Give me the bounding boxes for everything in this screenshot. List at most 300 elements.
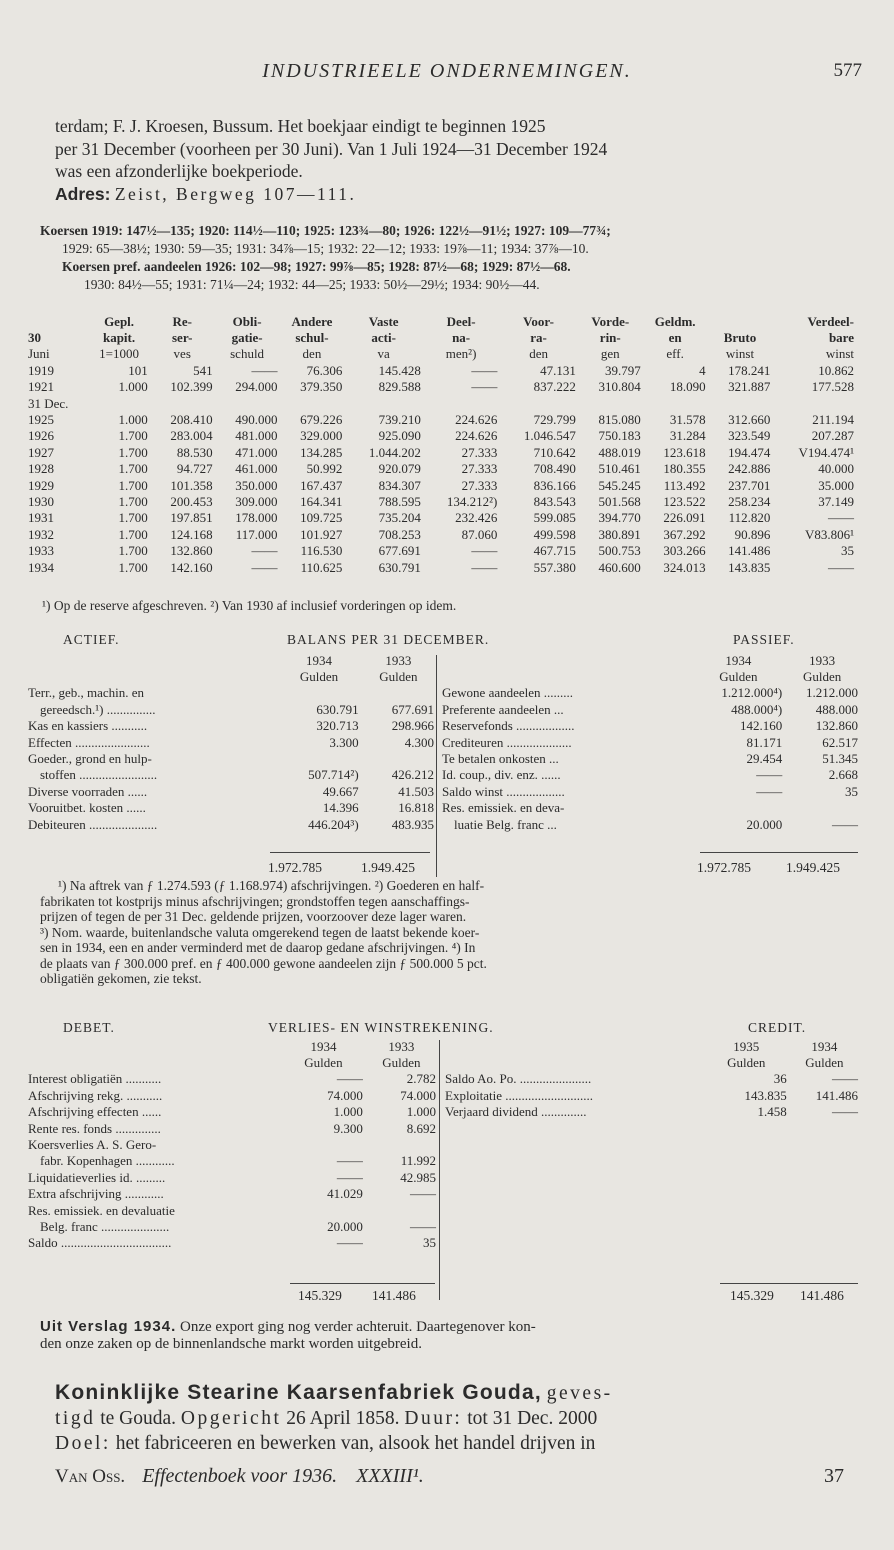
balans-passief-rows <box>440 685 860 833</box>
ledger-value: 488.000⁴) <box>731 701 783 717</box>
ledger-value: 2.782 <box>406 1071 436 1087</box>
history-value-cell: 113.492 <box>663 477 706 493</box>
history-value-cell: 1.000 <box>118 379 148 395</box>
history-value-cell: 31.284 <box>669 428 706 444</box>
koersen-line: Koersen 1919: 147½—135; 1920: 114½—110; 1925: 123¾—80; 1926: 122½—91½; 1927: 109—77¾; <box>40 223 611 238</box>
vw-total-rule <box>720 1283 858 1284</box>
history-value-cell: 1.000 <box>118 412 148 428</box>
vw-unit-row <box>443 1054 860 1070</box>
ledger-label: Vooruitbet. kosten ...... <box>28 800 146 816</box>
history-value-cell: 541 <box>193 362 213 378</box>
ledger-label: Rente res. fonds .............. <box>28 1120 161 1136</box>
vw-year-row <box>443 1038 860 1054</box>
balans-total: 1.972.785 <box>697 860 751 875</box>
history-value-cell: —— <box>828 559 854 575</box>
history-value-cell: 739.210 <box>378 412 421 428</box>
balans-year-row <box>26 652 436 668</box>
vw-year-row <box>26 1038 438 1054</box>
history-value-cell: 178.241 <box>728 362 771 378</box>
history-value-cell: 1.700 <box>118 428 148 444</box>
history-row <box>26 493 856 509</box>
vw-credit-rows <box>443 1071 860 1120</box>
history-value-cell: 710.642 <box>533 444 576 460</box>
history-value-cell: 132.860 <box>170 543 213 559</box>
history-value-cell: 90.896 <box>734 526 771 542</box>
ledger-row <box>440 767 860 783</box>
ledger-row <box>26 1235 438 1251</box>
ledger-row <box>26 816 436 832</box>
ledger-value: 1.000 <box>333 1104 363 1120</box>
verslag-line: den onze zaken op de binnenlandsche markt worden uitgebreid. <box>40 1336 422 1352</box>
history-rows-b <box>26 411 856 575</box>
ledger-value: 483.935 <box>391 816 434 832</box>
history-value-cell: 834.307 <box>378 477 421 493</box>
vw-total: 141.486 <box>372 1288 416 1303</box>
history-row <box>26 411 856 427</box>
history-row <box>26 542 856 558</box>
history-head: 30 <box>28 330 41 346</box>
history-head: Voor- <box>523 313 554 329</box>
ledger-value: 42.985 <box>400 1169 436 1185</box>
ledger-label: Interest obligatiën ........... <box>28 1071 162 1087</box>
history-value-cell: 207.287 <box>811 428 854 444</box>
history-value-cell: 40.000 <box>818 461 854 477</box>
ledger-label: Saldo .................................. <box>28 1235 172 1251</box>
ledger-label: Belg. franc ..................... <box>40 1218 170 1234</box>
koersen-block <box>40 222 611 294</box>
history-value-cell: 461.000 <box>235 461 278 477</box>
ledger-value: —— <box>410 1186 436 1202</box>
history-value-cell: V83.806¹ <box>804 526 854 542</box>
history-value-cell: 1.700 <box>118 444 148 460</box>
ledger-value: 20.000 <box>746 816 783 832</box>
ledger-value: 2.668 <box>828 767 858 783</box>
history-head: men²) <box>445 346 477 362</box>
ledger-value: —— <box>336 1071 363 1087</box>
ledger-row <box>26 783 436 799</box>
intro-line: per 31 December (voorheen per 30 Juni). Van 1 Juli 1924—31 December 1924 <box>55 138 608 159</box>
verslag-paragraph <box>40 1318 860 1353</box>
doel-value: het fabriceeren en bewerken van, alsook het handel drijven in <box>115 1433 596 1454</box>
ledger-label: Res. emissiek. en devaluatie <box>28 1202 175 1218</box>
history-value-cell: 141.486 <box>728 543 771 559</box>
ledger-value: —— <box>832 1104 858 1120</box>
gevestigd-label-cont: tigd <box>55 1408 96 1429</box>
ledger-value: 141.486 <box>815 1087 858 1103</box>
ledger-value: 3.300 <box>329 734 359 750</box>
vw-divider <box>439 1040 440 1300</box>
ledger-row <box>443 1087 860 1103</box>
history-value-cell: 102.399 <box>170 379 213 395</box>
balans-right-title: PASSIEF. <box>733 632 795 647</box>
history-value-cell: 460.600 <box>598 559 641 575</box>
vw-unit: Gulden <box>805 1055 844 1071</box>
history-value-cell: 837.222 <box>533 379 576 395</box>
history-head: Gepl. <box>104 313 135 329</box>
history-value-cell: 124.168 <box>170 526 213 542</box>
history-value-cell: —— <box>471 362 498 378</box>
history-value-cell: 679.226 <box>300 412 343 428</box>
history-dec-row <box>26 395 856 411</box>
gevestigd-label: geves- <box>546 1383 613 1404</box>
balans-year: 1933 <box>385 652 412 668</box>
history-value-cell: 134.212²) <box>446 493 498 509</box>
intro-line: terdam; F. J. Kroesen, Bussum. Het boekjaar eindigt te beginnen 1925 <box>55 116 546 136</box>
ledger-value: 507.714²) <box>308 767 359 783</box>
ledger-value: 143.835 <box>744 1087 787 1103</box>
history-value-cell: 178.000 <box>235 510 278 526</box>
adres-line <box>55 183 865 206</box>
ledger-value: 16.818 <box>398 800 434 816</box>
footer-page: 37 <box>824 1465 844 1487</box>
history-value-cell: 27.333 <box>461 444 498 460</box>
ledger-value: 36 <box>773 1071 787 1087</box>
ledger-value: —— <box>336 1235 363 1251</box>
ledger-row <box>26 734 436 750</box>
history-value-cell: 50.992 <box>306 461 343 477</box>
history-year-cell: 1929 <box>28 477 54 493</box>
ledger-value: 1.212.000⁴) <box>721 685 783 701</box>
vw-debet-table <box>26 1038 438 1251</box>
ledger-value: 41.503 <box>398 783 434 799</box>
history-value-cell: 708.490 <box>533 461 576 477</box>
history-value-cell: —— <box>828 510 854 526</box>
company-name: Koninklijke Stearine Kaarsenfabriek Gouda, <box>55 1381 542 1404</box>
ledger-value: 35 <box>845 783 858 799</box>
vw-title: VERLIES- EN WINSTREKENING. <box>268 1020 494 1035</box>
balans-year: 1934 <box>725 652 752 668</box>
history-row <box>26 461 856 477</box>
history-head: schul- <box>295 330 329 346</box>
history-value-cell: 35.000 <box>818 477 854 493</box>
history-row <box>26 444 856 460</box>
ledger-label: Gewone aandeelen ......... <box>442 685 574 701</box>
history-value-cell: 1.700 <box>118 493 148 509</box>
ledger-value: 51.345 <box>822 751 858 767</box>
history-head: rin- <box>599 330 621 346</box>
ledger-label: Saldo Ao. Po. ...................... <box>445 1071 592 1087</box>
history-value-cell: 677.691 <box>378 543 421 559</box>
history-value-cell: 10.862 <box>818 362 854 378</box>
history-value-cell: 488.019 <box>598 444 641 460</box>
ledger-label: Extra afschrijving ............ <box>28 1186 164 1202</box>
balans-unit: Gulden <box>802 669 842 685</box>
balans-unit-row <box>440 668 860 684</box>
history-head: Deel- <box>446 313 476 329</box>
history-head: gatie- <box>231 330 263 346</box>
ledger-row <box>26 1202 438 1218</box>
ledger-label: Goeder., grond en hulp- <box>28 751 152 767</box>
history-value-cell: 112.820 <box>728 510 771 526</box>
ledger-label: Preferente aandeelen ... <box>442 701 564 717</box>
history-value-cell: 379.350 <box>300 379 343 395</box>
history-value-cell: 1.044.202 <box>368 444 421 460</box>
ledger-label: Te betalen onkosten ... <box>442 751 559 767</box>
history-head: Vaste <box>368 313 399 329</box>
history-value-cell: 101.358 <box>170 477 213 493</box>
ledger-value: 62.517 <box>822 734 858 750</box>
balans-total: 1.949.425 <box>786 860 840 875</box>
company-line <box>55 1380 865 1406</box>
history-value-cell: 237.701 <box>728 477 771 493</box>
history-head: Vorde- <box>591 313 630 329</box>
history-value-cell: 815.080 <box>598 412 641 428</box>
history-head: va <box>377 346 390 362</box>
history-value-cell: 283.004 <box>170 428 213 444</box>
ledger-value: 426.212 <box>391 767 434 783</box>
company-location: te Gouda. <box>100 1408 177 1429</box>
ledger-row <box>440 701 860 717</box>
verslag-label: Uit Verslag 1934. <box>40 1318 177 1335</box>
ledger-value: 35 <box>423 1235 436 1251</box>
ledger-label: Liquidatieverlies id. ......... <box>28 1169 166 1185</box>
history-value-cell: 194.474 <box>728 444 771 460</box>
balans-total-rule <box>700 852 858 853</box>
history-head: kapit. <box>102 330 136 346</box>
history-value-cell: 27.333 <box>461 461 498 477</box>
history-value-cell: 545.245 <box>598 477 641 493</box>
vw-total: 141.486 <box>800 1288 844 1303</box>
history-value-cell: 258.234 <box>728 493 771 509</box>
history-value-cell: 18.090 <box>669 379 706 395</box>
ledger-value: 8.692 <box>406 1120 436 1136</box>
balans-footnotes <box>40 878 860 987</box>
balans-unit: Gulden <box>719 669 758 685</box>
ledger-value: 1.458 <box>757 1104 787 1120</box>
balans-unit: Gulden <box>379 669 418 685</box>
ledger-row <box>440 734 860 750</box>
ledger-row <box>440 800 860 816</box>
ledger-value: 14.396 <box>322 800 359 816</box>
history-year-cell: 1931 <box>28 510 54 526</box>
koersen-line: 1929: 65—38½; 1930: 59—35; 1931: 34⅞—15; 1932: 22—12; 1933: 19⅞—11; 1934: 37⅞—10. <box>62 241 589 256</box>
ledger-label: Koersverlies A. S. Gero- <box>28 1137 157 1153</box>
ledger-label: Id. coup., div. enz. ...... <box>442 767 561 783</box>
ledger-row <box>26 750 436 766</box>
vw-year: 1934 <box>811 1038 838 1054</box>
history-head: Verdeel- <box>807 313 854 329</box>
history-value-cell: 471.000 <box>235 444 278 460</box>
history-value-cell: 367.292 <box>663 526 706 542</box>
history-row <box>26 362 856 378</box>
history-value-cell: —— <box>251 362 278 378</box>
ledger-label: Debiteuren ..................... <box>28 816 158 832</box>
ledger-row <box>26 1169 438 1185</box>
ledger-value: —— <box>336 1169 363 1185</box>
ledger-value: —— <box>832 816 858 832</box>
history-value-cell: 1.700 <box>118 461 148 477</box>
history-value-cell: —— <box>471 543 498 559</box>
running-title: INDUSTRIEELE ONDERNEMINGEN. <box>262 60 632 82</box>
koersen-line: Koersen pref. aandeelen 1926: 102—98; 1927: 99⅞—85; 1928: 87½—68; 1929: 87½—68. <box>62 259 571 274</box>
history-value-cell: 109.725 <box>300 510 343 526</box>
ledger-row <box>26 767 436 783</box>
ledger-label: Afschrijving rekg. ........... <box>28 1087 163 1103</box>
history-value-cell: 394.770 <box>598 510 641 526</box>
vw-right-title: CREDIT. <box>748 1020 807 1035</box>
ledger-value: 9.300 <box>333 1120 363 1136</box>
history-value-cell: —— <box>471 559 498 575</box>
balans-total-rule <box>270 852 430 853</box>
ledger-row <box>26 1136 438 1152</box>
history-head: ves <box>173 346 191 362</box>
balans-unit: Gulden <box>299 669 339 685</box>
history-head-row <box>26 346 856 362</box>
history-value-cell: 101 <box>128 362 148 378</box>
ledger-value: 446.204³) <box>308 816 359 832</box>
balans-actief-table <box>26 652 436 832</box>
ledger-label: Effecten ....................... <box>28 734 150 750</box>
history-head-row <box>26 313 856 329</box>
footer-volume: XXXIII¹. <box>356 1465 424 1487</box>
history-year-cell: 1930 <box>28 493 54 509</box>
ledger-row <box>26 1104 438 1120</box>
ledger-label: Afschrijving effecten ...... <box>28 1104 162 1120</box>
history-row <box>26 428 856 444</box>
verslag-line <box>40 1318 860 1336</box>
history-value-cell: 1.700 <box>118 543 148 559</box>
history-value-cell: 31.578 <box>669 412 706 428</box>
ledger-value: 81.171 <box>746 734 783 750</box>
balans-year: 1934 <box>305 652 332 668</box>
history-head: Bruto <box>723 330 757 346</box>
ledger-value <box>365 1202 438 1218</box>
history-value-cell: 843.543 <box>533 493 576 509</box>
history-value-cell: 481.000 <box>235 428 278 444</box>
history-table <box>26 313 856 575</box>
vw-total: 145.329 <box>298 1288 342 1303</box>
vw-year: 1935 <box>733 1038 760 1054</box>
history-value-cell: 309.000 <box>235 493 278 509</box>
balans-footnote-line: de plaats van ƒ 300.000 pref. en ƒ 400.000 gewone aandeelen zijn ƒ 500.000 5 pct. <box>40 955 487 971</box>
history-value-cell: 750.183 <box>598 428 641 444</box>
history-head: Andere <box>291 313 333 329</box>
history-head: winst <box>825 346 854 362</box>
history-value-cell: 324.013 <box>663 559 706 575</box>
history-head: ra- <box>530 330 547 346</box>
history-year-cell: 1925 <box>28 412 54 428</box>
history-value-cell: 211.194 <box>812 412 854 428</box>
history-value-cell: 145.428 <box>378 362 421 378</box>
balans-year: 1933 <box>809 652 836 668</box>
history-value-cell: 1.700 <box>118 559 148 575</box>
history-value-cell: 101.927 <box>300 526 343 542</box>
history-value-cell: 323.549 <box>728 428 771 444</box>
history-value-cell: 117.000 <box>235 526 278 542</box>
history-value-cell: 224.626 <box>455 412 498 428</box>
history-year-cell: 1926 <box>28 428 54 444</box>
history-value-cell: 500.753 <box>598 543 641 559</box>
ledger-value: 630.791 <box>316 701 359 717</box>
duur-value: tot 31 Dec. 2000 <box>467 1408 598 1429</box>
balans-left-title: ACTIEF. <box>63 632 120 647</box>
ledger-row <box>26 1153 438 1169</box>
history-value-cell: 167.437 <box>300 477 343 493</box>
history-head: en <box>668 330 682 346</box>
balans-footnote-line: ¹) Na aftrek van ƒ 1.274.593 (ƒ 1.168.974) afschrijvingen. ²) Goederen en half- <box>58 878 485 893</box>
history-value-cell: 735.204 <box>378 510 421 526</box>
ledger-value: —— <box>756 783 783 799</box>
vw-total-rule <box>290 1283 435 1284</box>
adres-label: Adres: <box>55 183 111 204</box>
history-value-cell: 116.530 <box>300 543 343 559</box>
history-head <box>708 313 773 329</box>
history-value-cell: 312.660 <box>728 412 771 428</box>
history-head: bare <box>828 330 854 346</box>
history-value-cell: 47.131 <box>540 362 576 378</box>
ledger-value: —— <box>832 1071 858 1087</box>
history-row <box>26 477 856 493</box>
history-head: 1=1000 <box>99 346 139 362</box>
ledger-value <box>361 685 436 701</box>
ledger-value: 74.000 <box>327 1087 363 1103</box>
ledger-value <box>365 1136 438 1152</box>
ledger-value <box>693 800 785 816</box>
ledger-value <box>277 685 360 701</box>
history-value-cell: 599.085 <box>533 510 576 526</box>
history-head: winst <box>725 346 755 362</box>
history-year-cell: 1934 <box>28 559 54 575</box>
ledger-row <box>26 1120 438 1136</box>
ledger-value: 1.000 <box>406 1104 436 1120</box>
ledger-label: Res. emissiek. en deva- <box>442 800 565 816</box>
history-value-cell: 110.625 <box>300 559 343 575</box>
balans-footnote-line: fabrikaten tot kostprijs minus afschrijvingen; grondstoffen tegen aanschaffings- <box>40 893 470 909</box>
ledger-label: luatie Belg. franc ... <box>454 816 557 832</box>
history-head: schuld <box>230 346 265 362</box>
history-value-cell: 164.341 <box>300 493 343 509</box>
company-line <box>55 1431 865 1456</box>
adres-value: Zeist, Bergweg 107—111. <box>114 183 357 204</box>
history-value-cell: 232.426 <box>455 510 498 526</box>
ledger-row <box>440 783 860 799</box>
history-head: na- <box>452 330 471 346</box>
ledger-value: —— <box>336 1153 363 1169</box>
ledger-label: Saldo winst .................. <box>442 783 565 799</box>
ledger-label: Diverse voorraden ...... <box>28 783 148 799</box>
balans-footnote-line: ³) Nom. waarde, buitenlandsche valuta omgerekend tegen de laatst bekende koer- <box>40 924 480 940</box>
ledger-value <box>784 800 860 816</box>
history-value-cell: 788.595 <box>378 493 421 509</box>
page-number: 577 <box>833 60 862 81</box>
history-value-cell: 708.253 <box>378 526 421 542</box>
history-value-cell: 499.598 <box>533 526 576 542</box>
history-value-cell: 143.835 <box>728 559 771 575</box>
ledger-row <box>443 1071 860 1087</box>
history-head: Obli- <box>232 313 262 329</box>
history-head: Geldm. <box>654 313 696 329</box>
ledger-value: 29.454 <box>746 751 783 767</box>
ledger-row <box>26 800 436 816</box>
vw-year: 1934 <box>310 1038 337 1054</box>
intro-paragraph <box>55 115 865 205</box>
history-value-cell: 39.797 <box>604 362 641 378</box>
history-value-cell: 829.588 <box>378 379 421 395</box>
history-value-cell: 123.618 <box>663 444 706 460</box>
ledger-label: Kas en kassiers ........... <box>28 718 148 734</box>
history-row <box>26 510 856 526</box>
history-head-row <box>26 329 856 345</box>
history-head: gen <box>600 346 620 362</box>
ledger-label: Crediteuren .................... <box>442 734 572 750</box>
ledger-row <box>440 816 860 832</box>
history-value-cell: 380.891 <box>598 526 641 542</box>
history-value-cell: 501.568 <box>598 493 641 509</box>
history-value-cell: 76.306 <box>306 362 343 378</box>
history-value-cell: 197.851 <box>170 510 213 526</box>
history-value-cell: 303.266 <box>663 543 706 559</box>
history-year-cell: 1921 <box>28 379 54 395</box>
